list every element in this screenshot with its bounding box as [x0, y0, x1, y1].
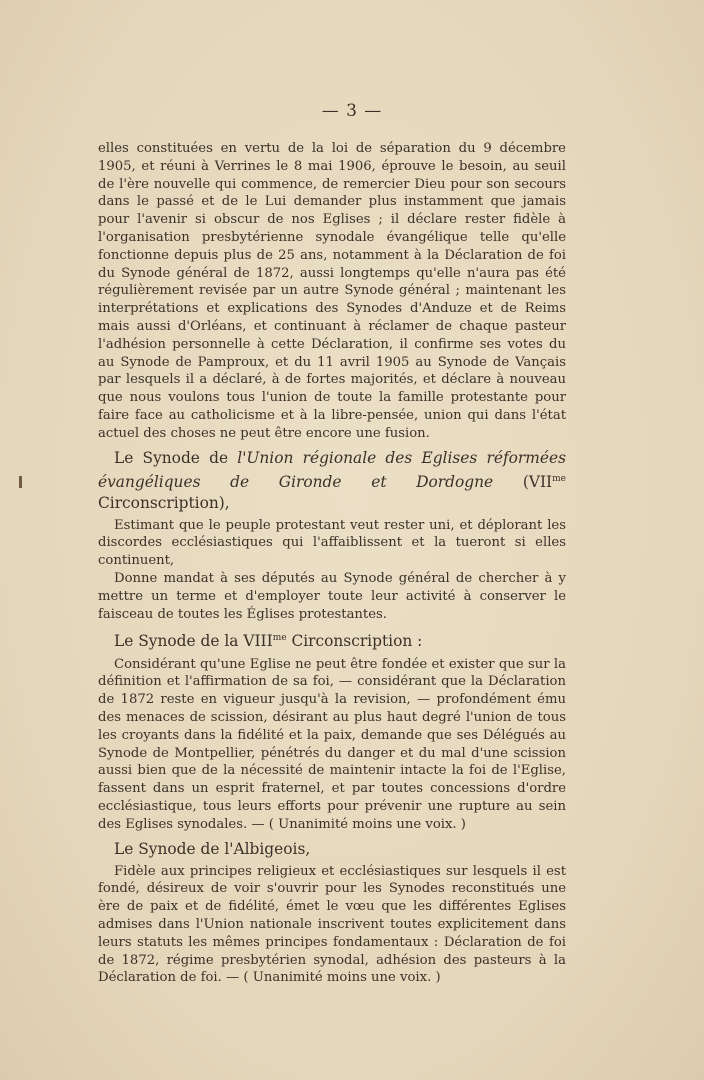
heading-synode-albigeois: Le Synode de l'Albigeois, [114, 839, 311, 858]
paragraph-donne-mandat: Donne mandat à ses députés au Synode général de chercher à y mettre un terme et d'employer toute leur activité à conserver le faisceau de toutes les Églises protestantes. [98, 571, 566, 622]
paragraph-considerant: Considérant qu'une Eglise ne peut être fondée et exister que sur la définition et l'affirmation de sa foi, — considérant que la Déclaration de 1872 reste en vigueur jusqu'à la revision, — profondément ému des menaces de scission, désirant au plus haut degré l'union de tous les croyants dans la fidélité et la paix, demande que ses Délégués au Synode de Montpellier, pénétrés du danger et du mal d'une scission aussi bien que de la nécessité de maintenir intacte la foi de l'Eglise, fassent dans un esprit fraternel, et par toutes concessions d'ordre ecclésiastique, tous leurs efforts pour prévenir une rupture au sein des Eglises synodales. — ( Unanimité moins une voix. ) [98, 656, 566, 832]
heading-text: (VII [493, 472, 553, 491]
page-number: — 3 — [321, 101, 383, 121]
heading-sup: me [552, 473, 566, 484]
heading-sup: me [272, 633, 287, 644]
heading-text: Le Synode de [114, 448, 238, 467]
binding-mark [19, 476, 22, 488]
paragraph-estimant: Estimant que le peuple protestant veut rester uni, et déplorant les discordes ecclésiastiques qui l'affaiblissent et la tueront si elles continuent, [98, 517, 566, 569]
body-text [98, 140, 566, 987]
heading-synode-gironde-dordogne [98, 448, 566, 514]
heading-text: Circonscription), [98, 493, 230, 512]
heading-italic: l'Union régionale des Eglises réformées évangéliques de Gironde et Dordogne [98, 448, 566, 491]
paragraph-continuation: elles constituées en vertu de la loi de séparation du 9 décembre 1905, et réuni à Verrines le 8 mai 1906, éprouve le besoin, au seuil de l'ère nouvelle qui commence, de remercier Dieu pour son secours dans le passé et de le Lui demander plus instamment que jamais pour l'avenir si obscur de nos Eglises ; il déclare rester fidèle à l'organisation presbytérienne synodale évangélique telle qu'elle fonctionne depuis plus de 25 ans, notamment à la Déclaration de foi du Synode général de 1872, aussi longtemps qu'elle n'aura pas été régulièrement revisée par un autre Synode général ; maintenant les interprétations et explications des Synodes d'Anduze et de Reims mais aussi d'Orléans, et continuant à réclamer de chaque pasteur l'adhésion personnelle à cette Déclaration, il confirme ses votes du au Synode de Pamproux, et du 11 avril 1905 au Synode de Vançais par lesquels il a déclaré, à de fortes majorités, et déclare à nouveau que nous voulons tous l'union de toute la famille protestante pour faire face au catholicisme et à la libre-pensée, union qui dans l'état actuel des choses ne peut être encore une fusion. [98, 141, 566, 441]
heading-text: Le Synode de la VIII [114, 632, 273, 651]
heading-text: Circonscription : [286, 632, 423, 651]
paragraph-fidele: Fidèle aux principes religieux et ecclésiastiques sur lesquels il est fondé, désireux de voir s'ouvrir pour les Synodes reconstitués une ère de paix et de fidélité, émet le vœu que les différentes Eglises admises dans l'Union nationale inscrivent toutes explicitement dans leurs statuts les mêmes principes fondamentaux : Déclaration de foi de 1872, régime presbytérien synodal, adhésion des pasteurs à la Déclaration de foi. — ( Unanimité moins une voix. ) [98, 863, 566, 986]
heading-synode-viii [98, 628, 566, 652]
